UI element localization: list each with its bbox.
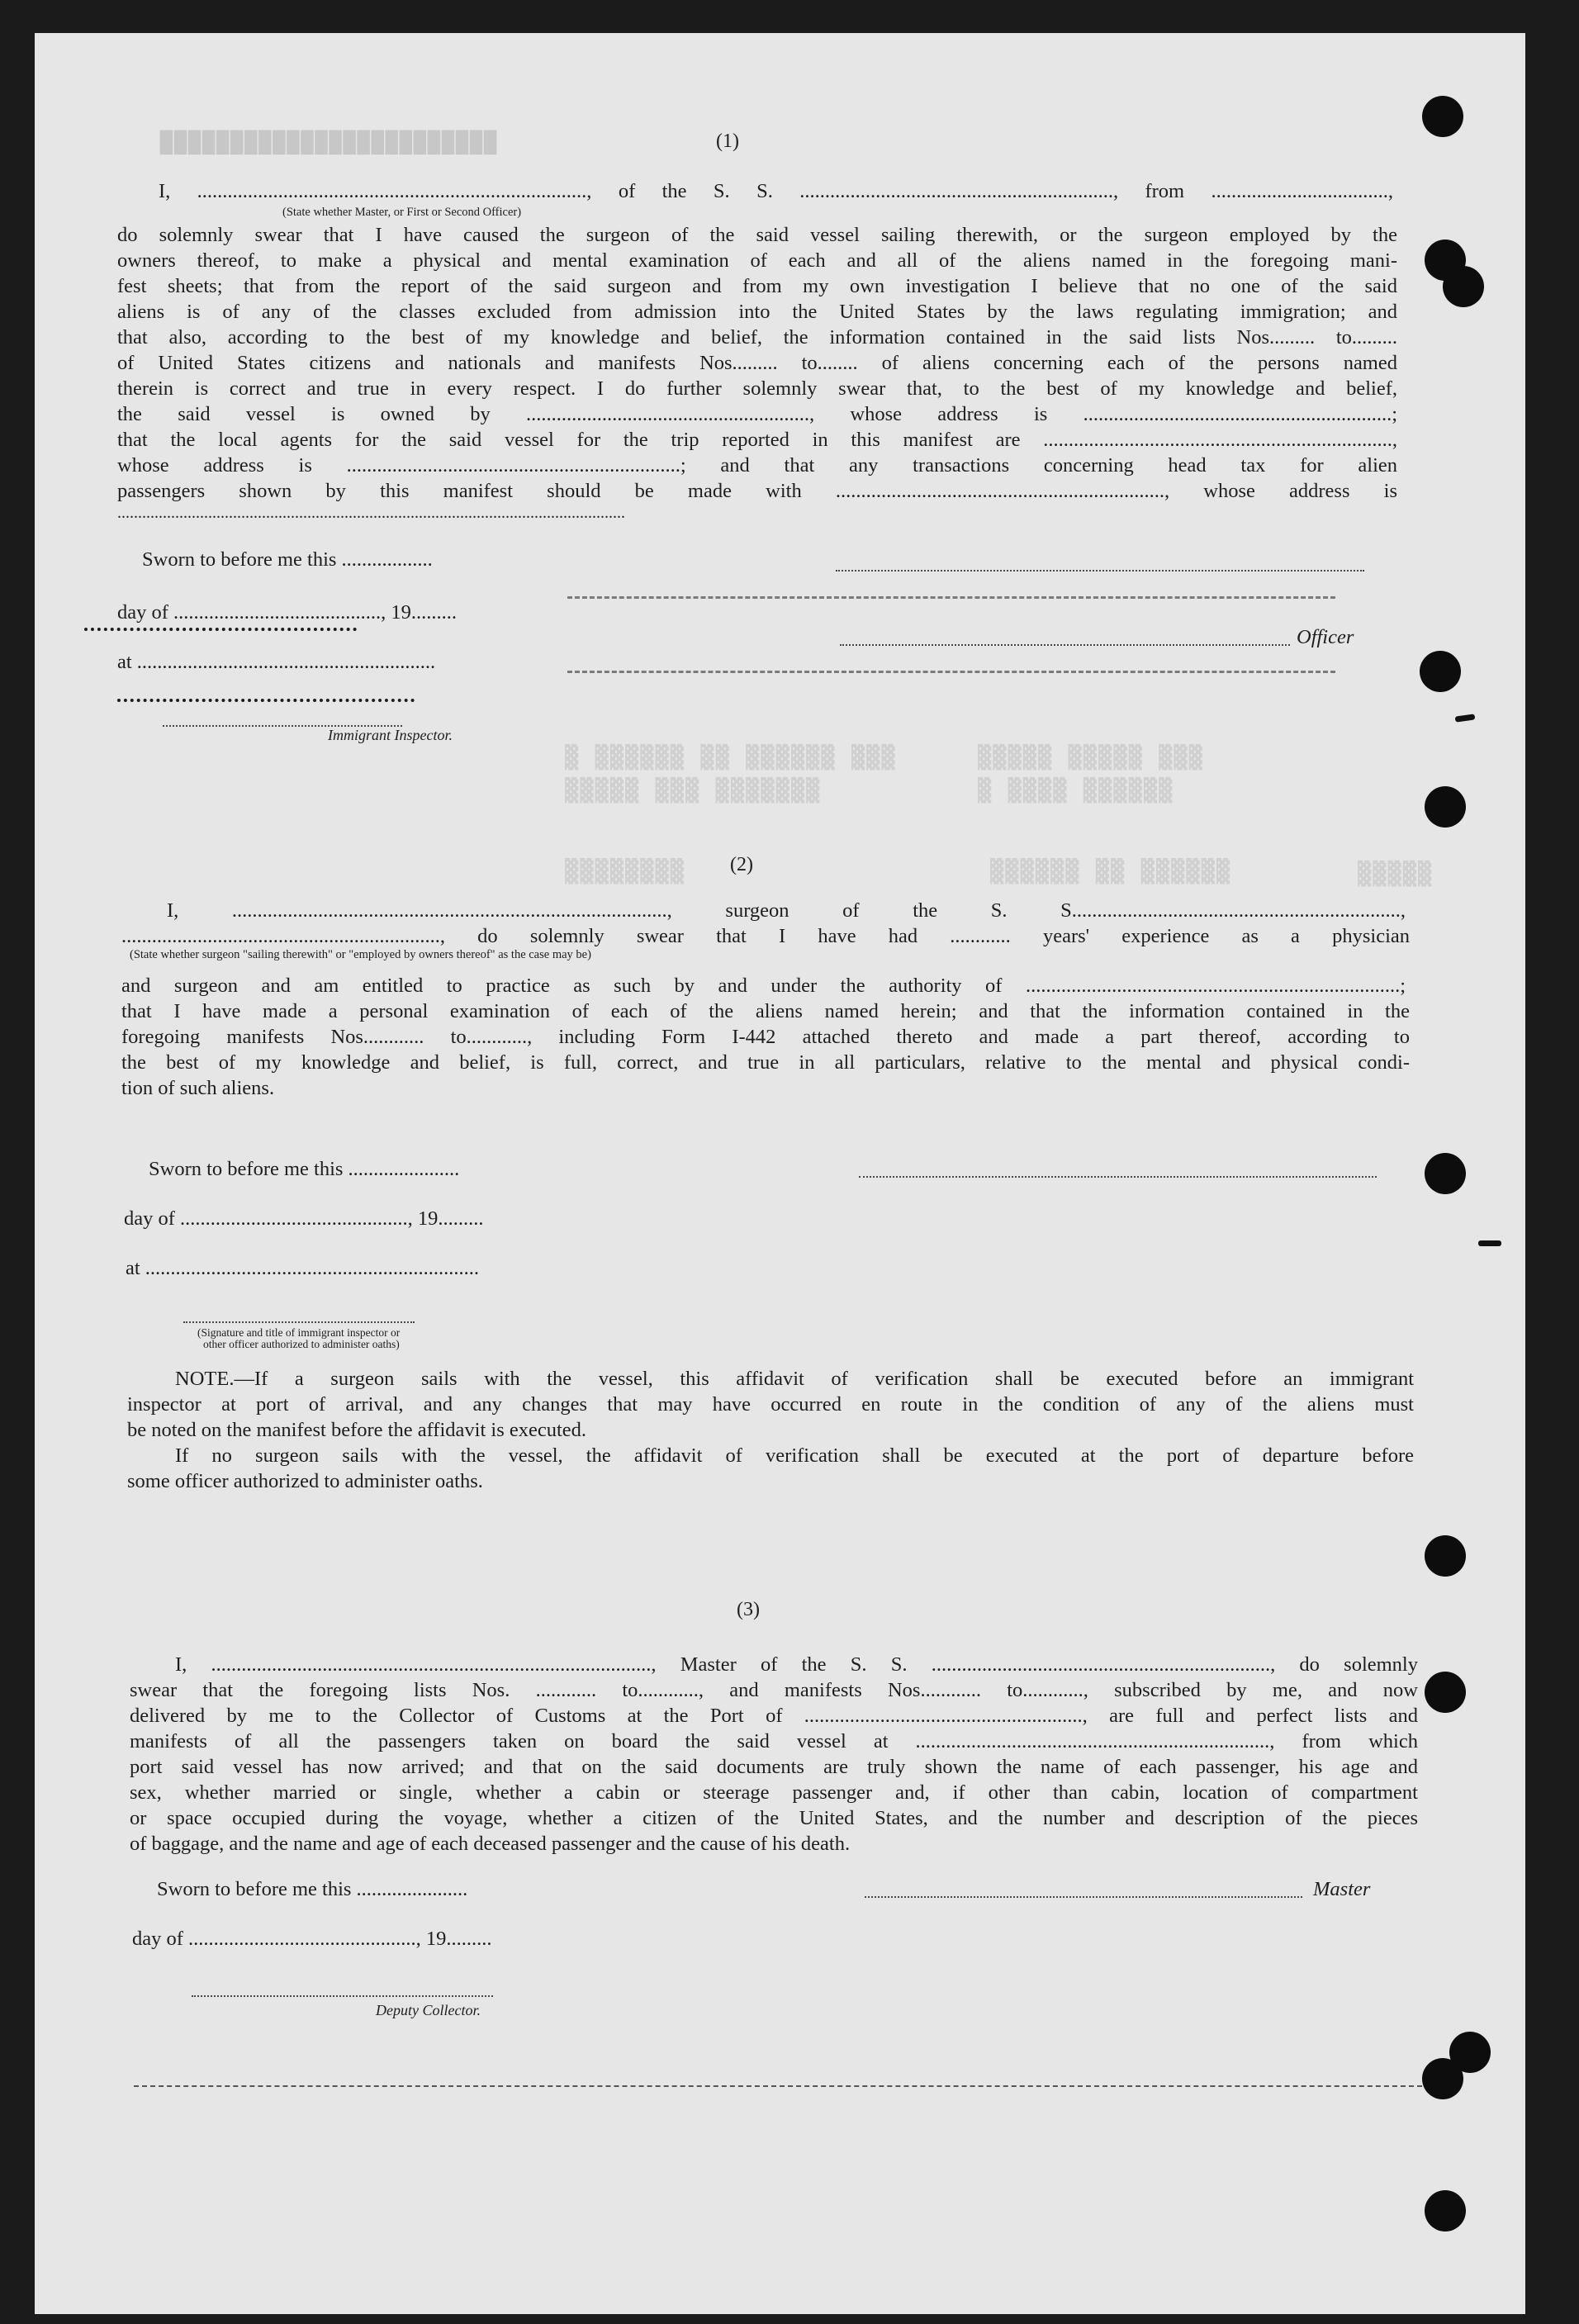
section-3-oath-line: port said vessel has now arrived; and that on the said documents are truly shown the name of each passenger, his age and (130, 1756, 1418, 1778)
sworn-label: Sworn to before me this .................. (142, 548, 433, 571)
note-line: If no surgeon sails with the vessel, the affidavit of verification shall be executed at the port of departure before (175, 1444, 1414, 1467)
section-1-oath-line: that the local agents for the said vessel for the trip reported in this manifest are ....................................................................., (117, 429, 1397, 451)
binder-hole (1425, 1535, 1466, 1577)
bleed-through-text: ▓▓▓▓▓ (1356, 861, 1432, 887)
section-1-oath-line: whose address is ..................................................................; and that any transactions concerning head tax for alien (117, 454, 1397, 477)
section-3-oath-line: swear that the foregoing lists Nos. ............ to............, and manifests Nos............ to............, subscribed by me, and now (130, 1679, 1418, 1701)
section-2-number: (2) (730, 854, 753, 875)
section-1-oath-line: do solemnly swear that I have caused the surgeon of the said vessel sailing therewith, or the surgeon employed by the (117, 224, 1397, 246)
note-line: some officer authorized to administer oaths. (127, 1470, 483, 1492)
day-label: day of ............................................., 19......... (132, 1928, 492, 1950)
surgeon-signature-line (859, 1176, 1377, 1178)
binder-hole (1443, 266, 1484, 307)
section-1-oath-line: passengers shown by this manifest should be made with ................................................................., whose address is (117, 480, 1397, 502)
bleed-through-text: ▓▓▓▓▓▓ ▓▓ ▓▓▓▓▓▓ (989, 859, 1230, 885)
binder-hole (1420, 651, 1461, 692)
section-1-oath-line: that also, according to the best of my knowledge and belief, the information contained in the said lists Nos......... to......... (117, 326, 1397, 349)
master-label: Master (1313, 1878, 1371, 1900)
manifest-page (35, 33, 1525, 2314)
officer-name-line (836, 570, 1364, 572)
signature-caption: other officer authorized to administer oaths) (203, 1338, 400, 1350)
signature-caption: (Signature and title of immigrant inspector or (197, 1326, 401, 1339)
section-3-oath-line: of baggage, and the name and age of each deceased passenger and the cause of his death. (130, 1833, 851, 1855)
section-2-oath-line: tion of such aliens. (121, 1077, 275, 1099)
collector-signature-line (192, 1995, 493, 1997)
day-label: day of ............................................., 19......... (124, 1207, 484, 1230)
binder-hole (1425, 2190, 1466, 2232)
stamp-line (567, 671, 1335, 673)
margin-mark (1455, 714, 1476, 722)
section-1-oath-line: owners thereof, to make a physical and mental examination of each and all of the aliens named in the foregoing mani- (117, 249, 1397, 272)
section-1-oath-line: ........................................................................................................................... (117, 504, 625, 522)
collector-label: Deputy Collector. (376, 2002, 481, 2018)
section-3-oath-line: I, ......................................................................................., Master of the S. S. ..................................................................., do solemnly (175, 1653, 1418, 1676)
bottom-rule (134, 2085, 1422, 2087)
officer-caption: (State whether Master, or First or Second Officer) (282, 206, 522, 219)
binder-hole (1422, 96, 1463, 137)
bleed-through-text: ▓▓▓ ▓▓▓▓▓▓ ▓▓ ▓▓▓▓▓▓ ▓ (563, 745, 895, 771)
stamp-line (567, 596, 1335, 599)
bleed-through-text: ▓▓▓▓▓▓▓▓ (563, 859, 685, 885)
officer-label: Officer (1297, 626, 1354, 648)
binder-hole (1425, 786, 1466, 828)
section-2-oath-line: the best of my knowledge and belief, is full, correct, and true in all particulars, relative to the mental and physical condi- (121, 1051, 1410, 1074)
sworn-label: Sworn to before me this ...................... (149, 1158, 460, 1180)
bleed-through-text: ▓▓▓ ▓▓▓▓▓ ▓▓▓▓▓ (976, 745, 1202, 771)
bleed-through-text: ▓▓▓▓▓▓▓ ▓▓▓ ▓▓▓▓▓ (563, 778, 820, 804)
stamp-dots (117, 699, 415, 702)
note-line: inspector at port of arrival, and any changes that may have occurred en route in the condition of any of the aliens must (127, 1393, 1414, 1416)
officer-signature-line (840, 644, 1290, 646)
section-3-oath-line: or space occupied during the voyage, whether a citizen of the United States, and the number and description of the pieces (130, 1807, 1418, 1829)
section-1-oath-line: therein is correct and true in every respect. I do further solemnly swear that, to the best of my knowledge and belief, (117, 377, 1397, 400)
section-3-oath-line: delivered by me to the Collector of Customs at the Port of ......................................................., are full and perfect lists and (130, 1705, 1418, 1727)
section-1-oath-line: I, ............................................................................., of the S. S. .............................................................., from ..................................., (159, 180, 1393, 202)
section-2-oath-line: foregoing manifests Nos............ to............, including Form I-442 attached thereto and made a part thereof, according to (121, 1026, 1410, 1048)
bleed-through-text: ▓▓▓▓▓▓ ▓▓▓▓ ▓ (976, 778, 1173, 804)
section-1-number: (1) (716, 130, 739, 152)
bleed-through-text: ████████████████████████ (159, 130, 497, 154)
section-1-oath-line: of United States citizens and nationals and manifests Nos......... to........ of aliens concerning each of the persons named (117, 352, 1397, 374)
day-label: day of ........................................., 19......... (117, 601, 458, 624)
section-2-oath-line: I, ......................................................................................, surgeon of the S. S................................................................., (167, 899, 1406, 922)
inspector-label: Immigrant Inspector. (328, 727, 453, 743)
binder-hole (1422, 2058, 1463, 2099)
section-3-oath-line: manifests of all the passengers taken on board the said vessel at ......................................................................, from which (130, 1730, 1418, 1752)
at-label: at .................................................................. (126, 1257, 480, 1279)
margin-mark (1478, 1240, 1501, 1246)
surgeon-caption: (State whether surgeon "sailing therewith" or "employed by owners thereof" as the case may be) (130, 948, 591, 961)
inspector-signature-line (183, 1321, 415, 1323)
note-line: be noted on the manifest before the affidavit is executed. (127, 1419, 587, 1441)
sworn-label: Sworn to before me this ...................... (157, 1878, 468, 1900)
section-1-oath-line: fest sheets; that from the report of the said surgeon and from my own investigation I believe that no one of the said (117, 275, 1397, 297)
binder-hole (1425, 1672, 1466, 1713)
at-label: at ........................................................... (117, 651, 436, 673)
section-1-oath-line: the said vessel is owned by ........................................................, whose address is .............................................................; (117, 403, 1397, 425)
master-signature-line (865, 1896, 1302, 1898)
section-2-oath-line: and surgeon and am entitled to practice as such by and under the authority of ..........................................................................; (121, 975, 1406, 997)
section-3-number: (3) (737, 1599, 760, 1620)
binder-hole (1425, 1153, 1466, 1194)
section-2-oath-line: ..............................................................., do solemnly swear that I have had ............ years' experience as a physician (121, 925, 1410, 947)
note-line: NOTE.—If a surgeon sails with the vessel, this affidavit of verification shall be executed before an immigrant (175, 1368, 1414, 1390)
section-2-oath-line: that I have made a personal examination of each of the aliens named herein; and that the information contained in the (121, 1000, 1410, 1022)
section-1-oath-line: aliens is of any of the classes excluded from admission into the United States by the laws regulating immigration; and (117, 301, 1397, 323)
section-3-oath-line: sex, whether married or single, whether a cabin or steerage passenger and, if other than cabin, location of compartment (130, 1781, 1418, 1804)
stamp-dots (84, 628, 357, 631)
